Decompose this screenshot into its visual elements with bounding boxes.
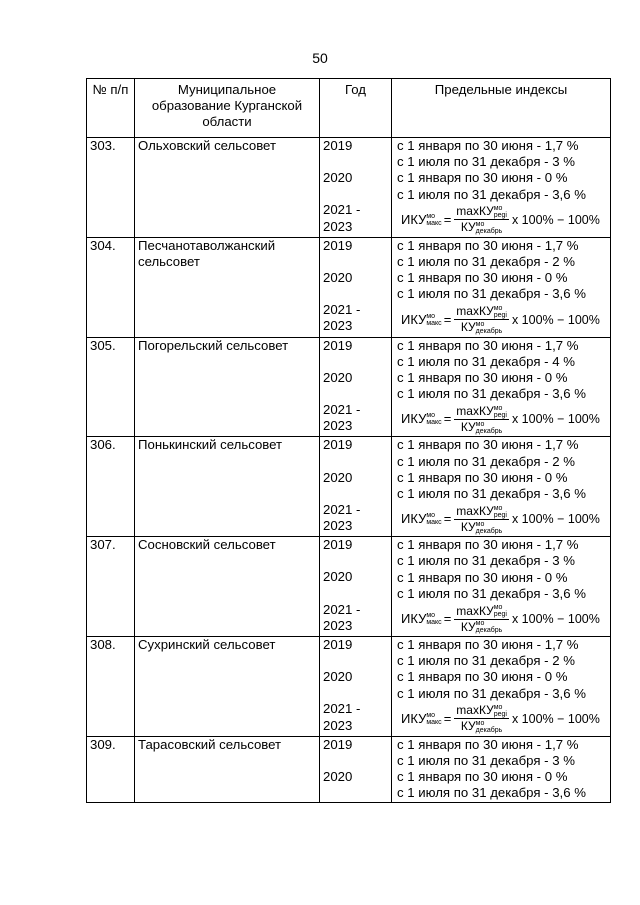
year-cell bbox=[320, 337, 392, 437]
formula-num-sub: pegi bbox=[493, 611, 507, 619]
row-number: 309. bbox=[87, 736, 135, 802]
formula bbox=[395, 602, 607, 636]
index-line: с 1 июля по 31 декабря - 2 % bbox=[397, 653, 575, 669]
formula-num-sub: pegi bbox=[493, 511, 507, 519]
formula-lhs-sup: мо bbox=[426, 312, 436, 320]
municipality-name: Ольховский сельсовет bbox=[135, 138, 320, 238]
table-row bbox=[87, 437, 611, 537]
formula-eq: = bbox=[443, 311, 452, 327]
formula-den-scripts bbox=[476, 321, 503, 335]
formula bbox=[395, 502, 607, 536]
formula-lhs-scripts bbox=[426, 313, 441, 327]
year-value: 2019 bbox=[323, 537, 353, 553]
index-line: с 1 июля по 31 декабря - 3,6 % bbox=[397, 486, 586, 502]
row-number: 303. bbox=[87, 138, 135, 238]
municipality-name: Сосновский сельсовет bbox=[135, 537, 320, 637]
formula-eq: = bbox=[443, 710, 452, 726]
indices-cell bbox=[392, 537, 611, 637]
formula bbox=[395, 702, 607, 736]
formula-denominator bbox=[461, 719, 502, 734]
index-line: с 1 июля по 31 декабря - 3 % bbox=[397, 154, 575, 170]
table-row bbox=[87, 237, 611, 337]
index-line: с 1 июля по 31 декабря - 2 % bbox=[397, 254, 575, 270]
index-line: с 1 июля по 31 декабря - 4 % bbox=[397, 353, 575, 369]
formula-fraction bbox=[454, 204, 509, 235]
formula-lhs-sup: мо bbox=[426, 612, 436, 620]
formula-den-sup: мо bbox=[475, 520, 485, 528]
year-spacer bbox=[323, 753, 388, 769]
header-year: Год bbox=[320, 79, 392, 138]
index-line: с 1 января по 30 июня - 1,7 % bbox=[397, 138, 579, 153]
formula-den-sub: декабрь bbox=[475, 327, 503, 335]
indices-cell bbox=[392, 237, 611, 337]
formula-lhs: ИКУ bbox=[401, 211, 427, 227]
year-value: 2019 bbox=[323, 138, 353, 153]
year-value: 2020 bbox=[323, 270, 353, 286]
table-row bbox=[87, 637, 611, 737]
formula-den-sub: декабрь bbox=[475, 627, 503, 635]
year-value: 2021 - 2023 bbox=[323, 601, 361, 633]
formula-num-scripts bbox=[494, 305, 507, 319]
index-line: с 1 июля по 31 декабря - 3,6 % bbox=[397, 286, 586, 302]
year-value: 2020 bbox=[323, 369, 353, 385]
formula-eq: = bbox=[443, 610, 452, 626]
formula-den-scripts bbox=[476, 521, 503, 535]
formula-num-sup: мо bbox=[493, 404, 503, 412]
formula-den-scripts bbox=[476, 221, 503, 235]
formula-lhs-sub: макс bbox=[426, 419, 442, 427]
formula-num-scripts bbox=[494, 704, 507, 718]
formula-den-scripts bbox=[476, 421, 503, 435]
index-line: с 1 июля по 31 декабря - 3,6 % bbox=[397, 386, 586, 402]
formula-fraction bbox=[454, 703, 509, 734]
formula-fraction bbox=[454, 404, 509, 435]
formula-lhs-sub: макс bbox=[426, 319, 442, 327]
formula-denominator bbox=[461, 420, 502, 435]
year-value: 2021 - 2023 bbox=[323, 701, 361, 733]
formula-fraction bbox=[454, 304, 509, 335]
formula-lhs: ИКУ bbox=[401, 311, 427, 327]
year-cell bbox=[320, 736, 392, 802]
formula-den-sup: мо bbox=[475, 620, 485, 628]
municipality-name: Погорельский сельсовет bbox=[135, 337, 320, 437]
index-line: с 1 июля по 31 декабря - 3,6 % bbox=[397, 186, 586, 202]
municipality-name: Тарасовский сельсовет bbox=[135, 736, 320, 802]
indices-cell bbox=[392, 736, 611, 802]
formula-eq: = bbox=[443, 211, 452, 227]
index-line: с 1 июля по 31 декабря - 3,6 % bbox=[397, 685, 586, 701]
formula-numerator bbox=[454, 304, 509, 320]
page-number: 50 bbox=[312, 50, 328, 66]
year-value: 2019 bbox=[323, 437, 353, 453]
formula-num-base: maxКУ bbox=[456, 603, 494, 618]
index-line: с 1 июля по 31 декабря - 3 % bbox=[397, 553, 575, 569]
formula-num-sup: мо bbox=[493, 205, 503, 213]
formula bbox=[395, 303, 607, 337]
table-row bbox=[87, 337, 611, 437]
year-spacer bbox=[323, 685, 388, 701]
formula-numerator bbox=[454, 703, 509, 719]
year-value: 2020 bbox=[323, 569, 353, 585]
year-value: 2021 - 2023 bbox=[323, 402, 361, 434]
formula-numerator bbox=[454, 604, 509, 620]
index-line: с 1 января по 30 июня - 1,7 % bbox=[397, 637, 579, 653]
formula-tail: x 100% − 100% bbox=[511, 611, 600, 626]
formula-tail: x 100% − 100% bbox=[511, 212, 600, 227]
row-number: 307. bbox=[87, 537, 135, 637]
formula-tail: x 100% − 100% bbox=[511, 312, 600, 327]
formula-denominator bbox=[461, 220, 502, 235]
index-line: с 1 января по 30 июня - 0 % bbox=[397, 669, 568, 685]
formula-den-sup: мо bbox=[475, 221, 485, 229]
index-line: с 1 января по 30 июня - 1,7 % bbox=[397, 736, 579, 752]
formula-tail: x 100% − 100% bbox=[511, 711, 600, 726]
formula-den-sup: мо bbox=[475, 720, 485, 728]
formula-numerator bbox=[454, 204, 509, 220]
year-spacer bbox=[323, 354, 388, 370]
year-cell bbox=[320, 537, 392, 637]
year-cell bbox=[320, 637, 392, 737]
formula-lhs-scripts bbox=[426, 612, 441, 626]
formula-lhs-sup: мо bbox=[426, 711, 436, 719]
formula-tail: x 100% − 100% bbox=[511, 412, 600, 427]
year-cell bbox=[320, 437, 392, 537]
index-line: с 1 января по 30 июня - 0 % bbox=[397, 170, 568, 186]
year-spacer bbox=[323, 486, 388, 502]
formula-fraction bbox=[454, 604, 509, 635]
year-value: 2021 - 2023 bbox=[323, 501, 361, 534]
formula-lhs: ИКУ bbox=[401, 610, 427, 626]
index-line: с 1 января по 30 июня - 0 % bbox=[397, 270, 568, 286]
formula-num-sup: мо bbox=[493, 604, 503, 612]
index-line: с 1 июля по 31 декабря - 3,6 % bbox=[397, 585, 586, 601]
indices-cell bbox=[392, 637, 611, 737]
formula-den-scripts bbox=[476, 620, 503, 634]
header-municipality: Муниципальное образование Курганской области bbox=[135, 79, 320, 138]
year-value: 2021 - 2023 bbox=[323, 302, 361, 334]
formula-num-scripts bbox=[494, 205, 507, 219]
header-num: № п/п bbox=[87, 79, 135, 138]
formula-num-base: maxКУ bbox=[456, 204, 494, 219]
formula-den-base: КУ bbox=[460, 619, 476, 634]
formula-num-base: maxКУ bbox=[456, 304, 494, 319]
index-line: с 1 января по 30 июня - 0 % bbox=[397, 569, 568, 585]
formula-lhs-sup: мо bbox=[426, 412, 436, 420]
year-spacer bbox=[323, 186, 388, 202]
formula-lhs-sup: мо bbox=[426, 512, 436, 520]
indices-cell bbox=[392, 337, 611, 437]
year-value: 2020 bbox=[323, 669, 353, 685]
formula-den-scripts bbox=[476, 720, 503, 734]
formula-lhs-sub: макс bbox=[426, 519, 442, 527]
formula-lhs-scripts bbox=[426, 712, 441, 726]
header-indices: Предельные индексы bbox=[392, 79, 611, 138]
table-row bbox=[87, 537, 611, 637]
formula-num-sub: pegi bbox=[493, 311, 507, 319]
formula-lhs-sub: макс bbox=[426, 718, 442, 726]
formula-lhs: ИКУ bbox=[401, 710, 427, 726]
formula-lhs: ИКУ bbox=[401, 411, 427, 427]
table-row bbox=[87, 138, 611, 238]
formula-num-sup: мо bbox=[493, 704, 503, 712]
row-number: 304. bbox=[87, 237, 135, 337]
formula-den-base: КУ bbox=[460, 519, 476, 534]
year-spacer bbox=[323, 154, 388, 170]
formula-den-sub: декабрь bbox=[475, 427, 503, 435]
formula-lhs-sup: мо bbox=[426, 212, 436, 220]
index-line: с 1 января по 30 июня - 0 % bbox=[397, 769, 568, 785]
index-line: с 1 января по 30 июня - 1,7 % bbox=[397, 437, 579, 453]
indices-cell bbox=[392, 437, 611, 537]
row-number: 306. bbox=[87, 437, 135, 537]
formula-num-scripts bbox=[494, 604, 507, 618]
year-value: 2020 bbox=[323, 170, 353, 186]
formula-den-sup: мо bbox=[475, 420, 485, 428]
formula-numerator bbox=[454, 404, 509, 420]
index-line: с 1 января по 30 июня - 1,7 % bbox=[397, 237, 579, 253]
index-line: с 1 января по 30 июня - 0 % bbox=[397, 469, 568, 485]
year-spacer bbox=[323, 553, 388, 569]
formula-den-sub: декабрь bbox=[475, 727, 503, 735]
formula-lhs-scripts bbox=[426, 213, 441, 227]
year-value: 2019 bbox=[323, 237, 353, 253]
row-number: 308. bbox=[87, 637, 135, 737]
formula-lhs-sub: макс bbox=[426, 219, 442, 227]
year-value: 2019 bbox=[323, 337, 353, 353]
formula-num-sub: pegi bbox=[493, 212, 507, 220]
year-value: 2021 - 2023 bbox=[323, 202, 361, 234]
year-value: 2020 bbox=[323, 769, 353, 785]
formula-denominator bbox=[461, 520, 502, 535]
formula-den-base: КУ bbox=[460, 419, 476, 434]
indices-table bbox=[86, 78, 611, 803]
row-number: 305. bbox=[87, 337, 135, 437]
formula-num-sup: мо bbox=[493, 304, 503, 312]
formula-den-base: КУ bbox=[460, 320, 476, 335]
year-value: 2020 bbox=[323, 469, 353, 485]
formula-num-scripts bbox=[494, 405, 507, 419]
formula-eq: = bbox=[443, 511, 452, 527]
formula-num-base: maxКУ bbox=[456, 403, 494, 418]
formula-eq: = bbox=[443, 411, 452, 427]
formula-num-scripts bbox=[494, 505, 507, 519]
index-line: с 1 января по 30 июня - 1,7 % bbox=[397, 537, 579, 553]
index-line: с 1 июля по 31 декабря - 3,6 % bbox=[397, 785, 586, 801]
formula-fraction bbox=[454, 504, 509, 535]
year-spacer bbox=[323, 286, 388, 302]
formula-den-base: КУ bbox=[460, 719, 476, 734]
formula-numerator bbox=[454, 504, 509, 520]
year-spacer bbox=[323, 454, 388, 470]
year-spacer bbox=[323, 386, 388, 402]
formula-den-sup: мо bbox=[475, 320, 485, 328]
formula-lhs-sub: макс bbox=[426, 619, 442, 627]
year-spacer bbox=[323, 653, 388, 669]
formula-den-sub: декабрь bbox=[475, 527, 503, 535]
formula-lhs: ИКУ bbox=[401, 511, 427, 527]
formula-num-sub: pegi bbox=[493, 411, 507, 419]
formula-den-sub: декабрь bbox=[475, 228, 503, 236]
municipality-name: Сухринский сельсовет bbox=[135, 637, 320, 737]
year-cell bbox=[320, 237, 392, 337]
year-value: 2019 bbox=[323, 736, 353, 752]
formula-num-base: maxКУ bbox=[456, 703, 494, 718]
formula bbox=[395, 203, 607, 237]
formula-denominator bbox=[461, 320, 502, 335]
index-line: с 1 июля по 31 декабря - 2 % bbox=[397, 453, 575, 469]
municipality-name: Песчанотаволжанский сельсовет bbox=[135, 237, 320, 337]
formula-lhs-scripts bbox=[426, 412, 441, 426]
year-value: 2019 bbox=[323, 637, 353, 653]
municipality-name: Понькинский сельсовет bbox=[135, 437, 320, 537]
index-line: с 1 января по 30 июня - 0 % bbox=[397, 370, 568, 386]
formula-tail: x 100% − 100% bbox=[511, 512, 600, 527]
formula-denominator bbox=[461, 620, 502, 635]
formula-num-sub: pegi bbox=[493, 711, 507, 719]
year-cell bbox=[320, 138, 392, 238]
formula-num-sup: мо bbox=[493, 504, 503, 512]
formula bbox=[395, 402, 607, 436]
formula-lhs-scripts bbox=[426, 512, 441, 526]
indices-cell bbox=[392, 138, 611, 238]
formula-num-base: maxКУ bbox=[456, 503, 494, 518]
table-row bbox=[87, 736, 611, 802]
year-spacer bbox=[323, 586, 388, 602]
index-line: с 1 июля по 31 декабря - 3 % bbox=[397, 753, 575, 769]
formula-den-base: КУ bbox=[460, 220, 476, 235]
year-spacer bbox=[323, 254, 388, 270]
table-header-row bbox=[87, 79, 611, 138]
index-line: с 1 января по 30 июня - 1,7 % bbox=[397, 337, 579, 353]
